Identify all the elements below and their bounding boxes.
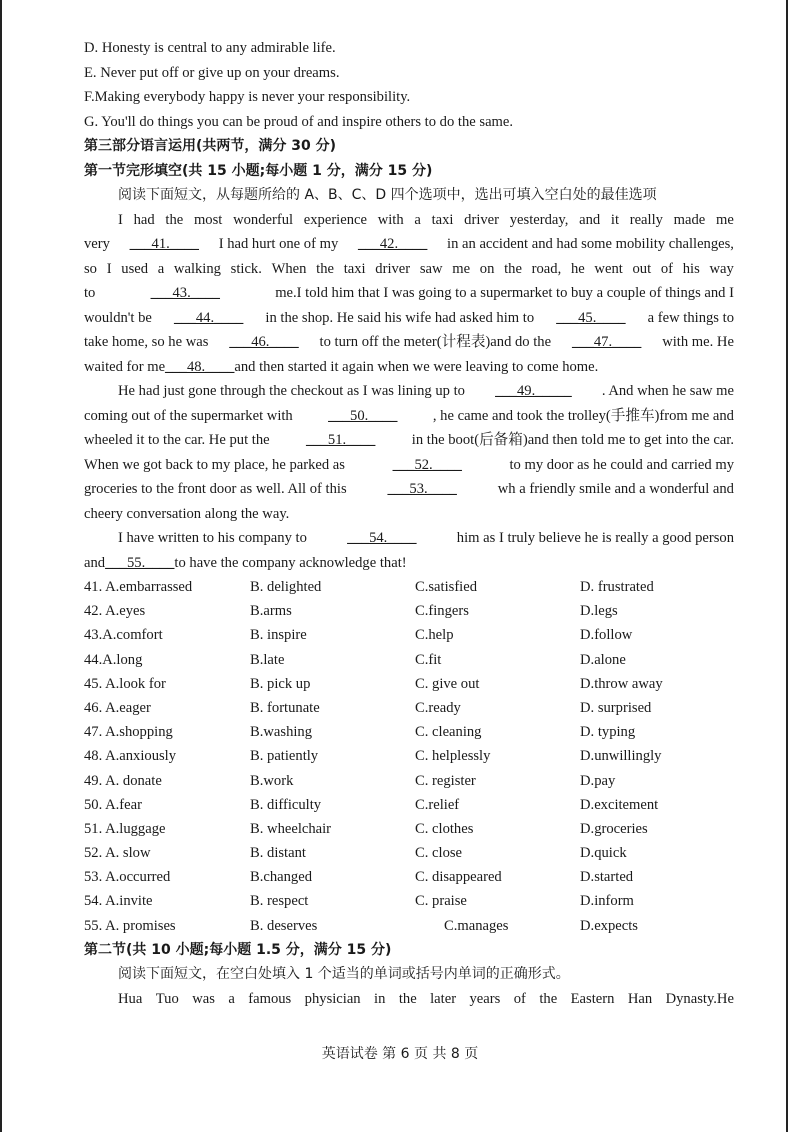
option-c: C.fit: [415, 651, 442, 668]
option-b: B.arms: [250, 603, 292, 620]
option-b: B. respect: [250, 893, 309, 910]
section2-title: 第二节(共 10 小题;每小题 1.5 分，满分 15 分): [84, 941, 392, 958]
blank-41: ___41.____: [129, 236, 199, 252]
option-d: D.legs: [580, 603, 618, 620]
option-d: D.expects: [580, 917, 638, 934]
option-c: C. cleaning: [415, 724, 482, 741]
exam-page: [84, 36, 734, 1011]
option-a: 43.A.comfort: [84, 627, 163, 644]
page-border-right: [786, 0, 788, 1132]
option-d: D.started: [580, 869, 634, 886]
option-a: 53. A.occurred: [84, 869, 171, 886]
option-a: 50. A.fear: [84, 796, 142, 813]
option-d: D.alone: [580, 651, 626, 668]
option-b: B. deserves: [250, 917, 318, 934]
passage-line: Hua Tuo was a famous physician in the later years of the Eastern Han Dynasty.He: [118, 990, 734, 1007]
passage-line: take home, so he was ___46.____ to turn off the meter(计程表)and do the ___47.____ with me. He: [84, 330, 734, 355]
option-c: C. close: [415, 845, 463, 862]
option-a: 46. A.eager: [84, 699, 151, 716]
option-b: B. difficulty: [250, 796, 322, 813]
option-d: D.inform: [580, 893, 634, 910]
passage-line: wouldn't be ___44.____ in the shop. He said his wife had asked him to ___45.____ a few things to: [84, 306, 734, 331]
blank-42: ___42.____: [357, 236, 428, 252]
option-d: D. frustrated: [580, 579, 654, 595]
section2-instruction: 阅读下面短文，在空白处填入 1 个适当的单词或括号内单词的正确形式。: [118, 966, 570, 983]
option-row-41: [84, 575, 734, 599]
option-b: B.late: [250, 651, 285, 668]
section1-title: 第一节完形填空(共 15 小题;每小题 1 分，满分 15 分): [84, 162, 433, 179]
option-d: D.follow: [580, 627, 633, 644]
passage-line: very ___41.____ I had hurt one of my ___42.____ in an accident and had some mobility challenges,: [84, 232, 734, 257]
option-a: 44.A.long: [84, 651, 143, 668]
passage-line: When we got back to my place, he parked as ___52.____ to my door as he could and carried my: [84, 453, 734, 478]
option-a: 45. A.look for: [84, 675, 166, 692]
blank-53: ___53.____: [387, 481, 457, 497]
passage-line: waited for me___48.____and then started it again when we were leaving to come home.: [84, 355, 734, 380]
passage-line: wheeled it to the car. He put the ___51.____ in the boot(后备箱)and then told me to get into the car.: [84, 428, 734, 453]
option-a: 41. A.embarrassed: [84, 579, 193, 595]
option-c: C.fingers: [415, 603, 469, 620]
passage-line: I had the most wonderful experience with a taxi driver yesterday, and it really made me: [118, 211, 734, 228]
blank-46: ___46.____: [229, 334, 299, 350]
option-b: B.washing: [250, 724, 313, 741]
option-d: D.unwillingly: [580, 748, 662, 765]
option-row-51: [84, 817, 734, 841]
blank-50: ___50.____: [328, 407, 398, 424]
option-row-53: [84, 865, 734, 889]
option-row-50: [84, 793, 734, 817]
option-c: C. disappeared: [415, 869, 502, 886]
section1-instruction: 阅读下面短文，从每题所给的 A、B、C、D 四个选项中，选出可填入空白处的最佳选项: [118, 187, 657, 203]
option-b: B. wheelchair: [250, 820, 332, 837]
option-c: C. helplessly: [415, 748, 491, 765]
option-a: 52. A. slow: [84, 845, 151, 862]
option-a: 49. A. donate: [84, 772, 162, 789]
option-c: C.manages: [444, 917, 509, 934]
option-line: E. Never put off or give up on your dreams.: [84, 64, 340, 81]
option-b: B. delighted: [250, 579, 322, 595]
option-d: D. typing: [580, 724, 636, 741]
option-b: B.changed: [250, 869, 313, 886]
option-b: B.work: [250, 772, 294, 789]
passage-line: and___55.____to have the company acknowledge that!: [84, 551, 734, 576]
option-b: B. patiently: [250, 748, 319, 765]
passage-line: so I used a walking stick. When the taxi driver saw me on the road, he went out of his way: [84, 260, 734, 277]
option-row-42: [84, 599, 734, 623]
option-row-55: [84, 914, 734, 938]
option-row-44: [84, 648, 734, 672]
option-row-49: [84, 769, 734, 793]
blank-47: ___47.____: [571, 334, 642, 350]
page-border-left: [0, 0, 2, 1132]
option-line: G. You'll do things you can be proud of and inspire others to do the same.: [84, 113, 514, 130]
option-line: F.Making everybody happy is never your responsibility.: [84, 89, 411, 105]
option-d: D.pay: [580, 772, 616, 789]
option-c: C.ready: [415, 699, 461, 716]
options-table: [84, 575, 734, 938]
blank-54: ___54.____: [347, 530, 417, 546]
option-line: D. Honesty is central to any admirable life.: [84, 40, 336, 56]
passage-line: to ___43.____ me.I told him that I was going to a supermarket to buy a couple of things and I: [84, 281, 734, 306]
passage-line: cheery conversation along the way.: [84, 505, 290, 522]
option-a: 48. A.anxiously: [84, 748, 177, 765]
option-c: C. register: [415, 772, 476, 789]
option-d: D.groceries: [580, 820, 648, 837]
option-c: C.relief: [415, 796, 460, 813]
option-c: C. praise: [415, 893, 467, 910]
option-row-46: [84, 696, 734, 720]
option-d: D. surprised: [580, 699, 652, 716]
blank-44: ___44.____: [173, 309, 244, 326]
blank-48: ___48.____: [165, 358, 235, 375]
option-c: C. give out: [415, 675, 480, 692]
option-b: B. distant: [250, 845, 306, 862]
blank-45: ___45.____: [556, 309, 626, 326]
option-row-47: [84, 720, 734, 744]
option-c: C.satisfied: [415, 579, 478, 595]
option-b: B. inspire: [250, 627, 307, 644]
passage-line: groceries to the front door as well. All of this ___53.____ wh a friendly smile and a wonderful and: [84, 477, 734, 502]
option-a: 42. A.eyes: [84, 603, 146, 620]
passage-line: He had just gone through the checkout as I was lining up to ___49._____ . And when he saw me: [84, 379, 734, 404]
blank-43: ___43.____: [150, 285, 220, 301]
option-b: B. pick up: [250, 675, 311, 692]
option-row-54: [84, 889, 734, 913]
option-b: B. fortunate: [250, 699, 320, 716]
blank-55: ___55.____: [105, 554, 175, 571]
option-d: D.excitement: [580, 796, 659, 813]
passage-line: I have written to his company to ___54.____ him as I truly believe he is really a good person: [84, 526, 734, 551]
option-a: 51. A.luggage: [84, 820, 166, 837]
page-footer: 英语试卷 第 6 页 共 8 页: [321, 1046, 479, 1062]
option-a: 54. A.invite: [84, 893, 153, 910]
part3-title: 第三部分语言运用(共两节，满分 30 分): [84, 138, 337, 154]
option-a: 55. A. promises: [84, 917, 176, 934]
option-a: 47. A.shopping: [84, 724, 173, 741]
option-row-45: [84, 672, 734, 696]
option-row-52: [84, 841, 734, 865]
blank-49: ___49._____: [495, 383, 572, 399]
option-row-48: [84, 744, 734, 768]
blank-52: ___52.____: [392, 456, 462, 473]
option-d: D.throw away: [580, 675, 663, 692]
option-d: D.quick: [580, 845, 627, 862]
option-row-43: [84, 623, 734, 647]
passage-line: coming out of the supermarket with ___50.____ , he came and took the trolley(手推车)from me and: [84, 404, 734, 429]
option-c: C.help: [415, 627, 454, 644]
option-c: C. clothes: [415, 820, 474, 837]
blank-51: ___51.____: [306, 432, 376, 448]
